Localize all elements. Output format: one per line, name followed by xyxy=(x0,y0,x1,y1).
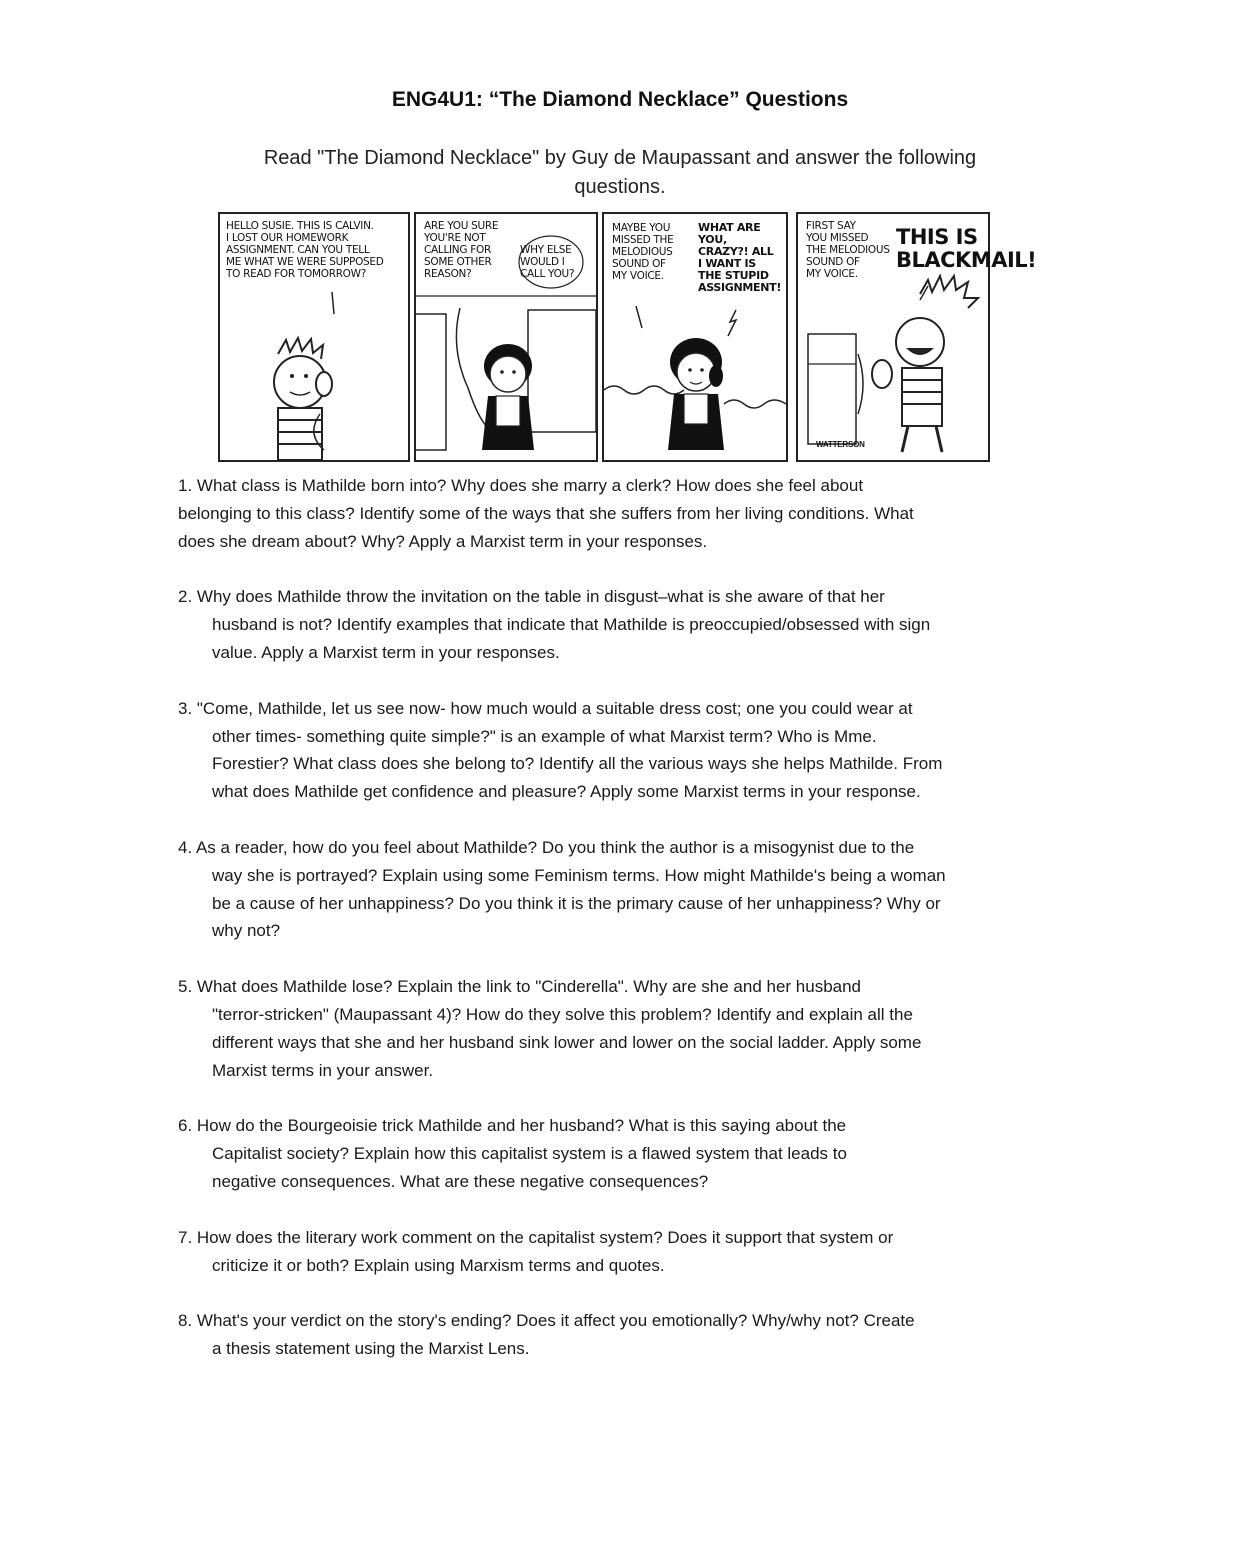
speech-bubble-calvin-2: WHY ELSE WOULD I CALL YOU? xyxy=(520,244,575,280)
page-title: ENG4U1: “The Diamond Necklace” Questions xyxy=(391,88,849,111)
question-2: 2. Why does Mathilde throw the invitation on the table in disgust–what is she aware of that her husband is not? Identify examples that indicate that Mathilde is preoccupied/obsessed with sign value. Apply a Marxist term in your responses. xyxy=(178,587,931,662)
question-8: 8. What's your verdict on the story's ending? Does it affect you emotionally? Why/why not? Create a thesis statement using the Marxist Lens. xyxy=(178,1311,915,1359)
comic-strip xyxy=(218,212,1037,462)
speech-bubble-susie-2: MAYBE YOU MISSED THE MELODIOUS SOUND OF MY VOICE. xyxy=(612,222,674,282)
comic-panel-1 xyxy=(218,212,410,462)
question-7: 7. How does the literary work comment on the capitalist system? Does it support that system or criticize it or both? Explain using Marxism terms and quotes. xyxy=(178,1227,894,1275)
artist-signature: WATTERSON xyxy=(816,440,865,449)
instructions-line-1: Read "The Diamond Necklace" by Guy de Maupassant and answer the following xyxy=(263,147,977,169)
question-4: 4. As a reader, how do you feel about Mathilde? Do you think the author is a misogynist due to the way she is portrayed? Explain using some Feminism terms. How might Mathilde's being a woman be a cause of her unhappiness? Do you think it is the primary cause of her unhappiness? Why or why not? xyxy=(178,837,946,941)
instructions xyxy=(190,144,1050,202)
speech-bubble-susie-1: ARE YOU SURE YOU'RE NOT CALLING FOR SOME OTHER REASON? xyxy=(424,220,499,280)
speech-bubble-calvin-4: THIS IS BLACKMAIL! xyxy=(896,225,1037,272)
question-3: 3. "Come, Mathilde, let us see now- how much would a suitable dress cost; one you could wear at other times- something quite simple?" is an example of what Marxist term? Who is Mme. Forestier? What class does she belong to? Identify all the various ways she helps Mathilde. From what does Mathilde get confidence and pleasure? Apply some Marxist terms in your response. xyxy=(178,698,943,802)
comic-panel-2 xyxy=(414,212,598,462)
question-1: 1. What class is Mathilde born into? Why does she marry a clerk? How does she feel about belonging to this class? Identify some of the ways that she suffers from her living conditions. What does she dream about? Why? Apply a Marxist term in your responses. xyxy=(178,476,914,551)
question-list xyxy=(178,472,1068,1391)
instructions-line-2: questions. xyxy=(574,176,666,198)
comic-panel-4 xyxy=(796,212,1037,462)
speech-bubble-susie-3: FIRST SAY YOU MISSED THE MELODIOUS SOUND OF MY VOICE. xyxy=(806,220,890,280)
comic-panel-3 xyxy=(602,212,788,462)
question-5: 5. What does Mathilde lose? Explain the link to "Cinderella". Why are she and her husband "terror-stricken" (Maupassant 4)? How do they solve this problem? Identify and explain all the different ways that she and her husband sink lower and lower on the social ladder. Apply some Marxist terms in your answer. xyxy=(178,977,922,1080)
question-6: 6. How do the Bourgeoisie trick Mathilde and her husband? What is this saying about the Capitalist society? Explain how this capitalist system is a flawed system that leads to negative consequences. What are these negative consequences? xyxy=(178,1116,847,1191)
speech-bubble-calvin-3: WHAT ARE YOU, CRAZY?! ALL I WANT IS THE STUPID ASSIGNMENT! xyxy=(698,221,782,294)
speech-bubble-calvin-1: HELLO SUSIE. THIS IS CALVIN. I LOST OUR HOMEWORK ASSIGNMENT. CAN YOU TELL ME WHAT WE WERE SUPPOSED TO READ FOR TOMORROW? xyxy=(226,220,384,280)
